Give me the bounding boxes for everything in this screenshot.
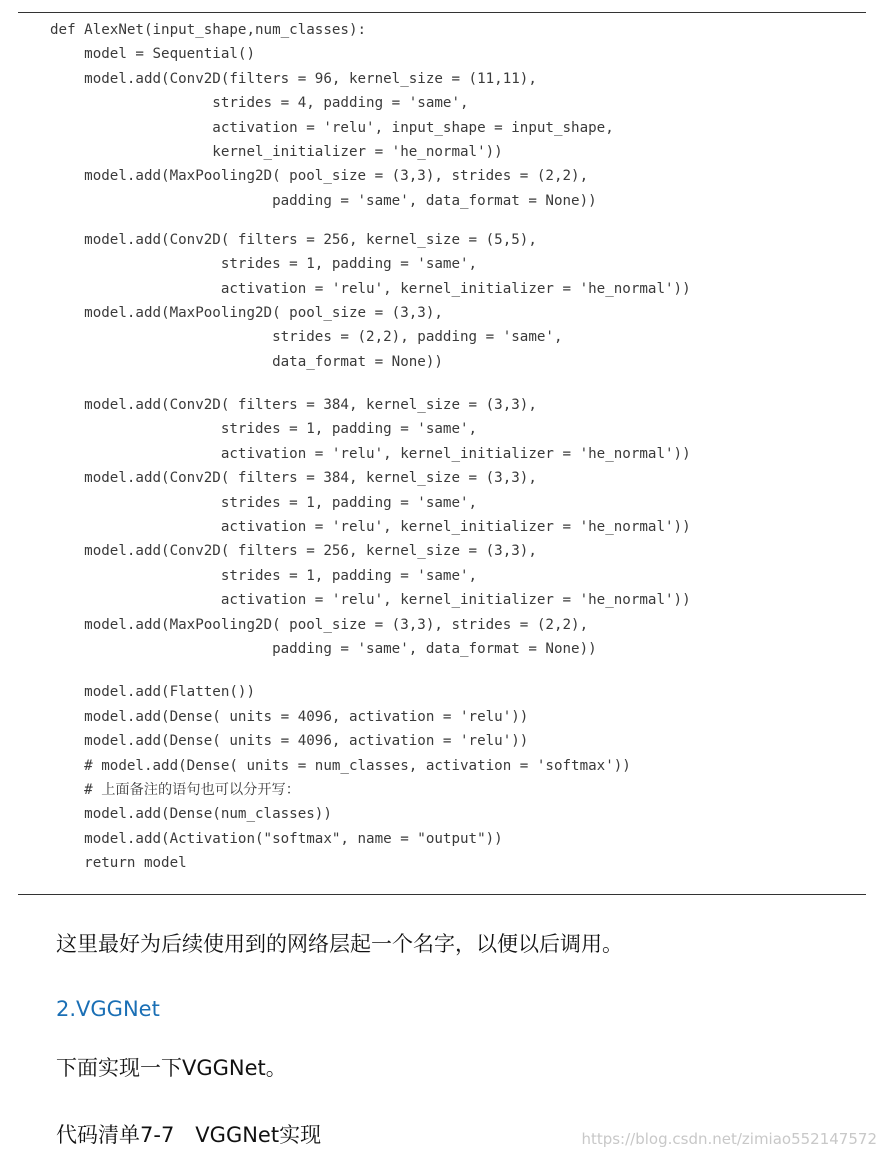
code-line: model.add(Conv2D( filters = 256, kernel_size = (5,5), (50, 231, 537, 248)
code-line: model.add(MaxPooling2D( pool_size = (3,3), strides = (2,2), (50, 616, 589, 633)
code-blank-line (50, 661, 860, 680)
code-line: strides = 1, padding = 'same', (50, 256, 478, 273)
code-line: activation = 'relu', kernel_initializer = 'he_normal')) (50, 445, 691, 462)
body-paragraph: 这里最好为后续使用到的网络层起一个名字，以便以后调用。 (56, 932, 623, 956)
code-line: activation = 'relu', kernel_initializer = 'he_normal')) (50, 592, 691, 609)
code-line: model.add(Conv2D( filters = 256, kernel_size = (3,3), (50, 543, 537, 560)
code-line: padding = 'same', data_format = None)) (50, 192, 597, 209)
code-line: def AlexNet(input_shape,num_classes): (50, 22, 367, 38)
code-line: strides = 1, padding = 'same', (50, 494, 478, 511)
code-line: kernel_initializer = 'he_normal')) (50, 143, 503, 160)
code-line: model.add(Dense( units = 4096, activation = 'relu')) (50, 708, 529, 725)
code-line: activation = 'relu', kernel_initializer = 'he_normal')) (50, 519, 691, 536)
code-top-rule (18, 12, 866, 13)
code-line: activation = 'relu', input_shape = input_shape, (50, 119, 614, 136)
code-line: model.add(MaxPooling2D( pool_size = (3,3), (50, 304, 443, 321)
code-line: model.add(Dense( units = 4096, activation = 'relu')) (50, 733, 529, 750)
code-line: model.add(Activation("softmax", name = "output")) (50, 830, 503, 847)
code-line: activation = 'relu', kernel_initializer = 'he_normal')) (50, 280, 691, 297)
code-comment-line: # 上面备注的语句也可以分开写： (50, 781, 300, 798)
code-line: padding = 'same', data_format = None)) (50, 640, 597, 657)
code-line: return model (50, 855, 187, 872)
code-line: strides = 1, padding = 'same', (50, 421, 478, 438)
code-blank-line (50, 374, 860, 393)
code-bottom-rule (18, 894, 866, 895)
code-line: model.add(Dense(num_classes)) (50, 806, 332, 823)
code-line: model = Sequential() (50, 46, 255, 63)
section-heading: 2.VGGNet (56, 997, 160, 1021)
code-line: model.add(Conv2D( filters = 384, kernel_size = (3,3), (50, 470, 537, 487)
code-line: data_format = None)) (50, 353, 443, 370)
code-comment-line: # model.add(Dense( units = num_classes, activation = 'softmax')) (50, 757, 631, 774)
watermark: https://blog.csdn.net/zimiao552147572 (581, 1130, 877, 1148)
code-line: model.add(Conv2D(filters = 96, kernel_size = (11,11), (50, 70, 537, 87)
code-line: strides = 1, padding = 'same', (50, 567, 478, 584)
code-line: model.add(Conv2D( filters = 384, kernel_size = (3,3), (50, 397, 537, 414)
listing-caption: 代码清单7-7 VGGNet实现 (56, 1123, 322, 1147)
body-paragraph: 下面实现一下VGGNet。 (56, 1056, 287, 1080)
code-line: model.add(MaxPooling2D( pool_size = (3,3), strides = (2,2), (50, 168, 589, 185)
code-line: model.add(Flatten()) (50, 684, 255, 701)
code-blank-line (50, 209, 860, 228)
code-listing (50, 18, 860, 876)
code-line: strides = 4, padding = 'same', (50, 95, 469, 112)
code-line: strides = (2,2), padding = 'same', (50, 329, 563, 346)
